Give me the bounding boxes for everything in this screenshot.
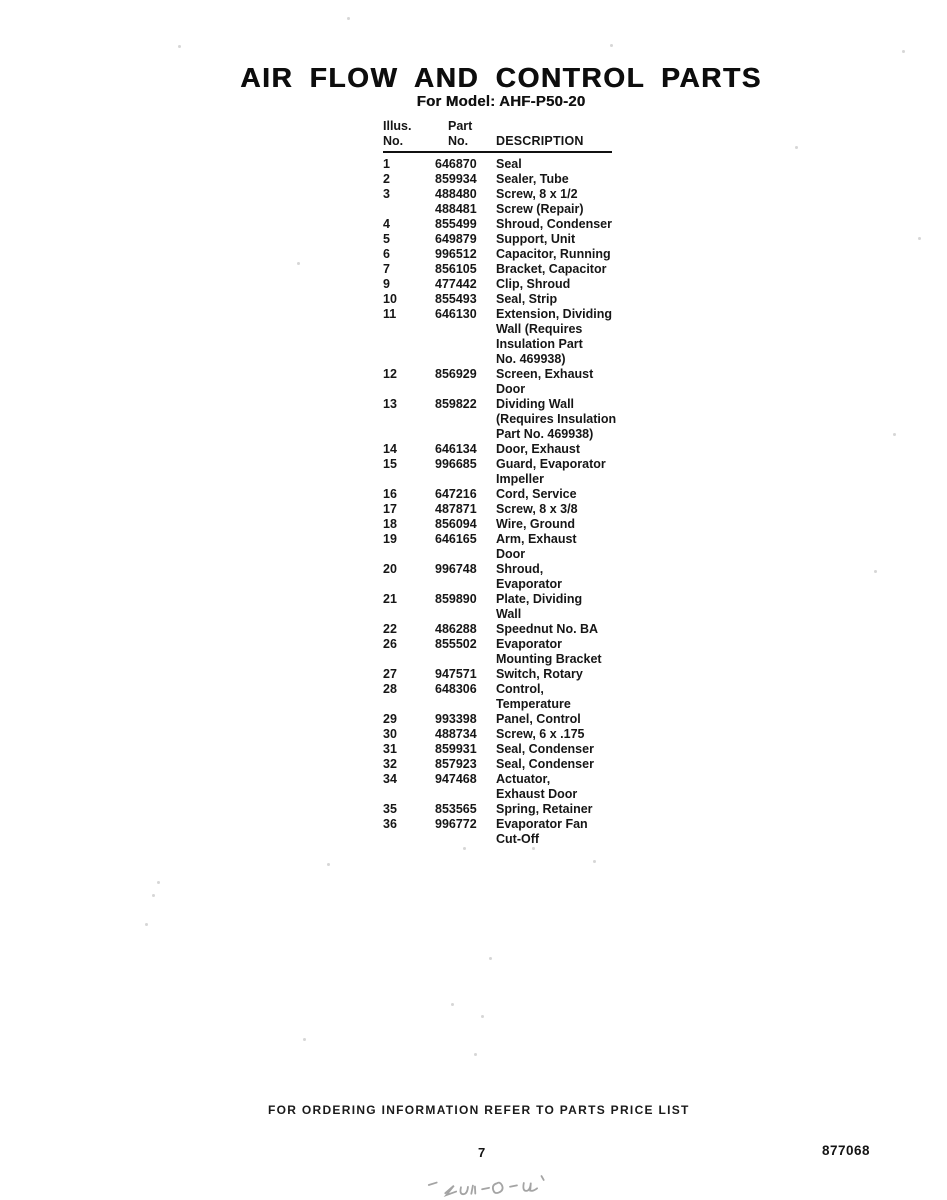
illus-no: 29 [383, 712, 397, 726]
illus-no: 30 [383, 727, 397, 741]
description: Seal, Condenser [496, 742, 594, 756]
parts-row [383, 637, 683, 667]
parts-row [383, 622, 683, 637]
part-no: 646165 [435, 532, 477, 546]
part-no: 646870 [435, 157, 477, 171]
parts-row [383, 187, 683, 202]
illus-no: 21 [383, 592, 397, 606]
part-no: 649879 [435, 232, 477, 246]
parts-row [383, 277, 683, 292]
parts-row [383, 487, 683, 502]
part-no: 488480 [435, 187, 477, 201]
illus-no: 16 [383, 487, 397, 501]
part-no: 859934 [435, 172, 477, 186]
description: Speednut No. BA [496, 622, 599, 636]
scan-speck [463, 847, 466, 850]
part-no: 486288 [435, 622, 477, 636]
parts-row [383, 817, 683, 847]
model-subtitle: For Model: AHF-P50-20 [416, 93, 586, 110]
part-no: 477442 [435, 277, 477, 291]
illus-no: 35 [383, 802, 397, 816]
description: Shroud, Evaporator [496, 562, 562, 591]
description: Seal [496, 157, 522, 171]
scan-speck [532, 847, 535, 850]
scan-speck [297, 262, 300, 265]
illus-no: 26 [383, 637, 397, 651]
illus-no: 10 [383, 292, 397, 306]
part-no: 859931 [435, 742, 477, 756]
description: Sealer, Tube [496, 172, 569, 186]
illus-no: 28 [383, 682, 397, 696]
part-no: 993398 [435, 712, 477, 726]
description: Screen, Exhaust Door [496, 367, 594, 396]
description: Screw, 6 x .175 [496, 727, 585, 741]
parts-row [383, 682, 683, 712]
col-header-illus: Illus. [383, 119, 412, 133]
table-header [383, 119, 612, 153]
description: Plate, Dividing Wall [496, 592, 583, 621]
description: Capacitor, Running [496, 247, 611, 261]
illus-no: 32 [383, 757, 397, 771]
parts-row [383, 517, 683, 532]
scan-speck [874, 570, 877, 573]
scan-speck [157, 881, 160, 884]
description: Extension, Dividing Wall (Requires Insulation Part No. 469938) [496, 307, 612, 366]
part-no: 853565 [435, 802, 477, 816]
description: Wire, Ground [496, 517, 576, 531]
description: Switch, Rotary [496, 667, 583, 681]
scan-speck [347, 17, 350, 20]
scan-speck [152, 894, 155, 897]
col-header-part-no: No. [448, 134, 469, 148]
part-no: 996512 [435, 247, 477, 261]
scan-speck [303, 1038, 306, 1041]
parts-row [383, 457, 683, 487]
illus-no: 12 [383, 367, 397, 381]
col-header-description: DESCRIPTION [496, 134, 584, 148]
parts-row [383, 262, 683, 277]
illus-no: 19 [383, 532, 397, 546]
parts-row [383, 367, 683, 397]
parts-table [383, 119, 683, 847]
illus-no: 31 [383, 742, 397, 756]
scan-speck [145, 923, 148, 926]
description: Screw, 8 x 1/2 [496, 187, 578, 201]
part-no: 488481 [435, 202, 477, 216]
part-no: 855502 [435, 637, 477, 651]
illus-no: 9 [383, 277, 390, 291]
illus-no: 36 [383, 817, 397, 831]
parts-row [383, 757, 683, 772]
handwritten-scribble [424, 1168, 585, 1200]
description: Screw (Repair) [496, 202, 584, 216]
part-no: 856929 [435, 367, 477, 381]
part-no: 855493 [435, 292, 477, 306]
illus-no: 6 [383, 247, 390, 261]
document-number: 877068 [822, 1143, 871, 1158]
parts-row [383, 232, 683, 247]
scan-speck [474, 1053, 477, 1056]
table-body [383, 157, 683, 847]
part-no: 646130 [435, 307, 477, 321]
description: Control, Temperature [496, 682, 571, 711]
parts-row [383, 772, 683, 802]
parts-row [383, 727, 683, 742]
description: Panel, Control [496, 712, 581, 726]
description: Clip, Shroud [496, 277, 571, 291]
parts-row [383, 247, 683, 262]
description: Arm, Exhaust Door [496, 532, 577, 561]
scan-speck [327, 863, 330, 866]
part-no: 859822 [435, 397, 477, 411]
description: Spring, Retainer [496, 802, 593, 816]
illus-no: 2 [383, 172, 390, 186]
illus-no: 18 [383, 517, 397, 531]
scan-speck [481, 1015, 484, 1018]
description: Support, Unit [496, 232, 576, 246]
illus-no: 5 [383, 232, 390, 246]
part-no: 647216 [435, 487, 477, 501]
part-no: 857923 [435, 757, 477, 771]
scan-speck [902, 50, 905, 53]
description: Screw, 8 x 3/8 [496, 502, 578, 516]
parts-row [383, 532, 683, 562]
part-no: 947468 [435, 772, 477, 786]
parts-row [383, 502, 683, 517]
illus-no: 7 [383, 262, 390, 276]
parts-row [383, 307, 683, 367]
part-no: 856105 [435, 262, 477, 276]
illus-no: 20 [383, 562, 397, 576]
scan-speck [489, 957, 492, 960]
parts-row [383, 562, 683, 592]
illus-no: 17 [383, 502, 397, 516]
description: Evaporator Mounting Bracket [496, 637, 602, 666]
description: Bracket, Capacitor [496, 262, 607, 276]
description: Guard, Evaporator Impeller [496, 457, 606, 486]
illus-no: 13 [383, 397, 397, 411]
parts-row [383, 217, 683, 232]
parts-row [383, 802, 683, 817]
description: Dividing Wall (Requires Insulation Part No. 469938) [496, 397, 617, 441]
scan-speck [178, 45, 181, 48]
parts-row [383, 742, 683, 757]
illus-no: 1 [383, 157, 390, 171]
part-no: 488734 [435, 727, 477, 741]
description: Seal, Strip [496, 292, 558, 306]
parts-row [383, 667, 683, 682]
description: Evaporator Fan Cut-Off [496, 817, 588, 846]
page-title: AIR FLOW AND CONTROL PARTS [240, 62, 762, 93]
illus-no: 11 [383, 307, 397, 321]
part-no: 856094 [435, 517, 477, 531]
illus-no: 15 [383, 457, 397, 471]
illus-no [383, 202, 435, 217]
illus-no: 4 [383, 217, 390, 231]
part-no: 859890 [435, 592, 477, 606]
description: Actuator, Exhaust Door [496, 772, 578, 801]
parts-row [383, 397, 683, 442]
scan-speck [893, 433, 896, 436]
parts-row [383, 172, 683, 187]
part-no: 996748 [435, 562, 477, 576]
part-no: 996772 [435, 817, 477, 831]
illus-no: 34 [383, 772, 397, 786]
description: Cord, Service [496, 487, 577, 501]
parts-row [383, 292, 683, 307]
parts-row [383, 442, 683, 457]
part-no: 855499 [435, 217, 477, 231]
col-header-part: Part [448, 119, 473, 133]
illus-no: 3 [383, 187, 390, 201]
parts-row [383, 157, 683, 172]
parts-row [383, 592, 683, 622]
description: Seal, Condenser [496, 757, 594, 771]
part-no: 947571 [435, 667, 477, 681]
ordering-note: FOR ORDERING INFORMATION REFER TO PARTS PRICE LIST [268, 1103, 690, 1117]
page-number: 7 [478, 1145, 486, 1160]
parts-row [383, 202, 683, 217]
scan-speck [918, 237, 921, 240]
scan-speck [593, 860, 596, 863]
scan-speck [795, 146, 798, 149]
part-no: 646134 [435, 442, 477, 456]
part-no: 996685 [435, 457, 477, 471]
illus-no: 14 [383, 442, 397, 456]
col-header-illus-no: No. [383, 134, 404, 148]
part-no: 487871 [435, 502, 477, 516]
illus-no: 22 [383, 622, 397, 636]
description: Shroud, Condenser [496, 217, 612, 231]
description: Door, Exhaust [496, 442, 581, 456]
part-no: 648306 [435, 682, 477, 696]
scan-speck [610, 44, 613, 47]
scan-speck [451, 1003, 454, 1006]
illus-no: 27 [383, 667, 397, 681]
parts-row [383, 712, 683, 727]
